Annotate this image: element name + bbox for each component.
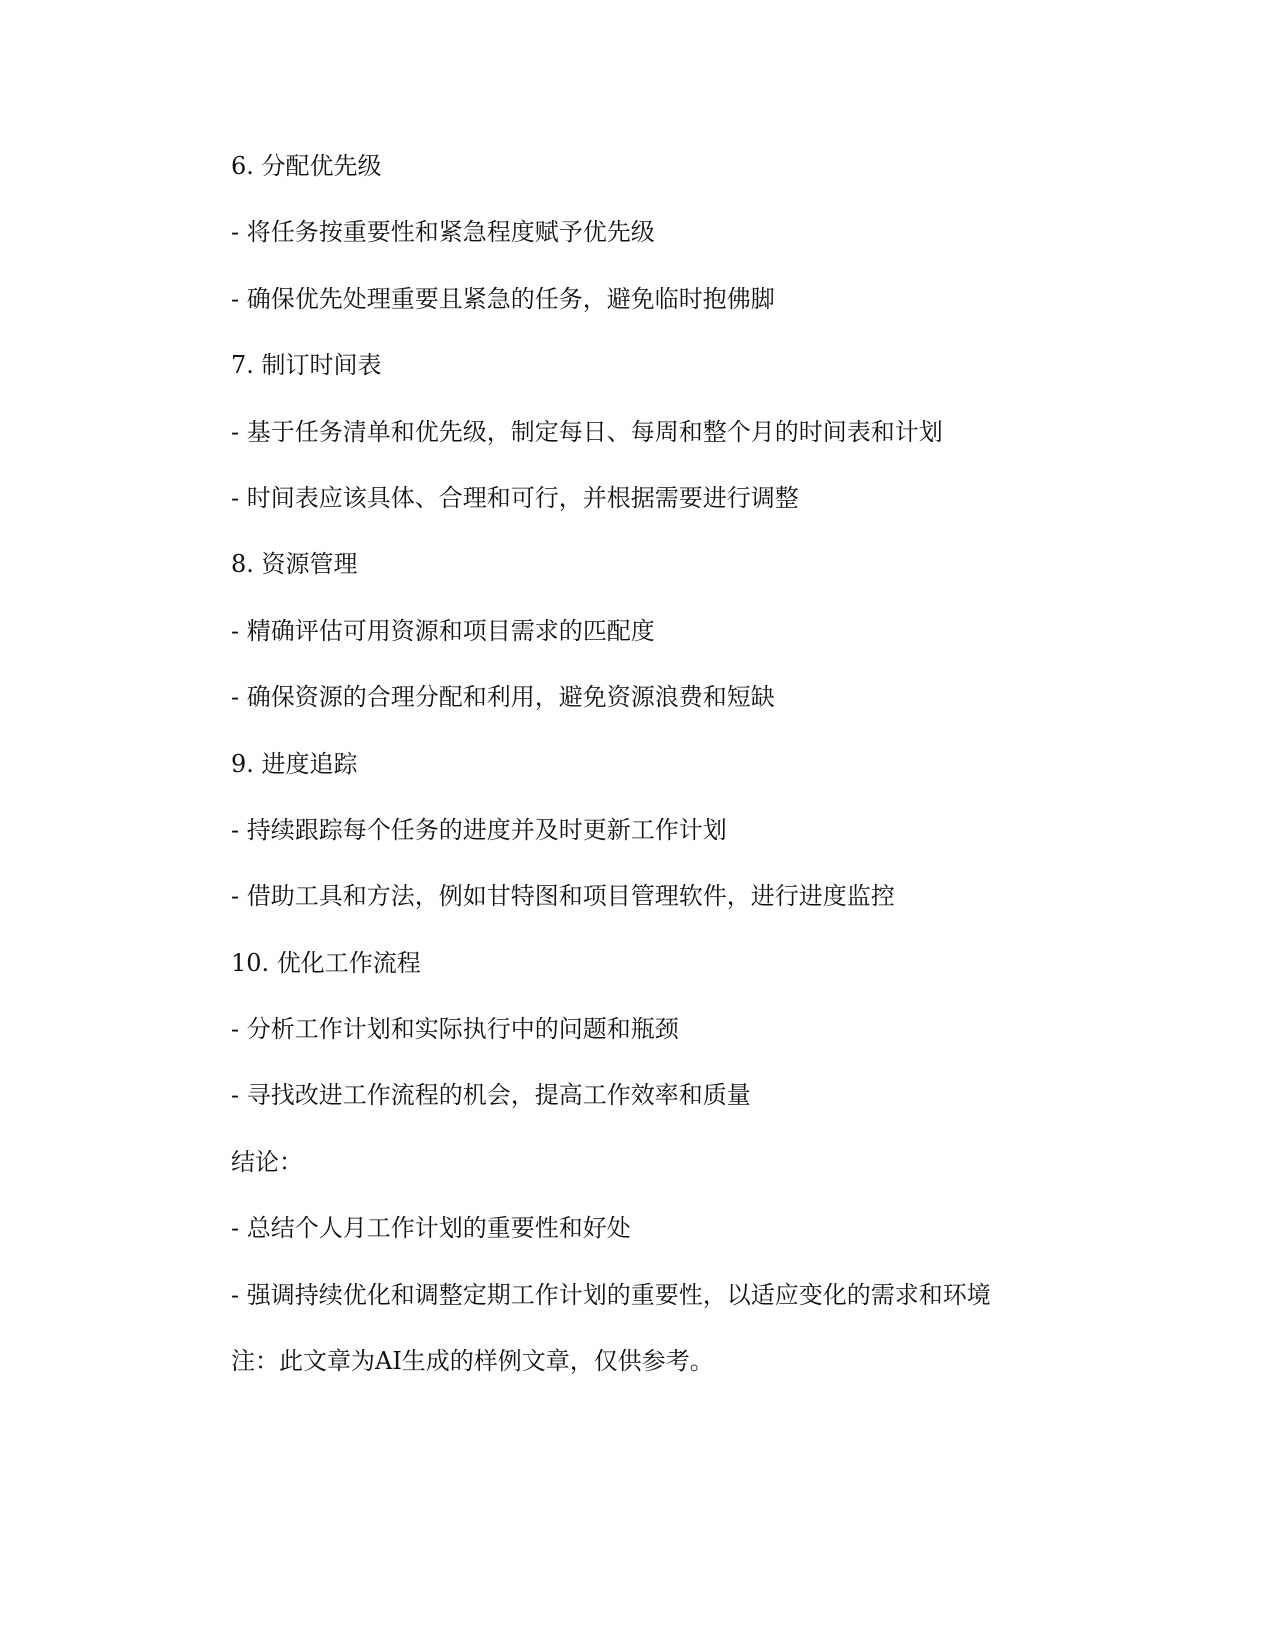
bullet-item: - 精确评估可用资源和项目需求的匹配度 [231,616,655,645]
section-heading-9: 9. 进度追踪 [231,749,358,778]
bullet-item: - 基于任务清单和优先级，制定每日、每周和整个月的时间表和计划 [231,417,943,446]
bullet-item: - 持续跟踪每个任务的进度并及时更新工作计划 [231,815,727,844]
bullet-item: - 分析工作计划和实际执行中的问题和瓶颈 [231,1015,679,1044]
bullet-item: - 时间表应该具体、合理和可行，并根据需要进行调整 [231,483,799,512]
bullet-item: - 确保资源的合理分配和利用，避免资源浪费和短缺 [231,683,775,712]
bullet-item: - 强调持续优化和调整定期工作计划的重要性，以适应变化的需求和环境 [231,1280,991,1309]
footnote: 注：此文章为AI生成的样例文章，仅供参考。 [231,1347,714,1376]
conclusion-heading: 结论： [231,1147,303,1176]
bullet-item: - 总结个人月工作计划的重要性和好处 [231,1214,631,1243]
section-heading-7: 7. 制订时间表 [231,351,382,380]
section-heading-6: 6. 分配优先级 [231,152,382,180]
bullet-item: - 寻找改进工作流程的机会，提高工作效率和质量 [231,1081,751,1110]
bullet-item: - 确保优先处理重要且紧急的任务，避免临时抱佛脚 [231,284,775,313]
section-heading-8: 8. 资源管理 [231,550,358,579]
section-heading-10: 10. 优化工作流程 [231,948,421,977]
document-body [231,144,1051,1405]
bullet-item: - 将任务按重要性和紧急程度赋予优先级 [231,218,655,247]
bullet-item: - 借助工具和方法，例如甘特图和项目管理软件，进行进度监控 [231,882,895,911]
